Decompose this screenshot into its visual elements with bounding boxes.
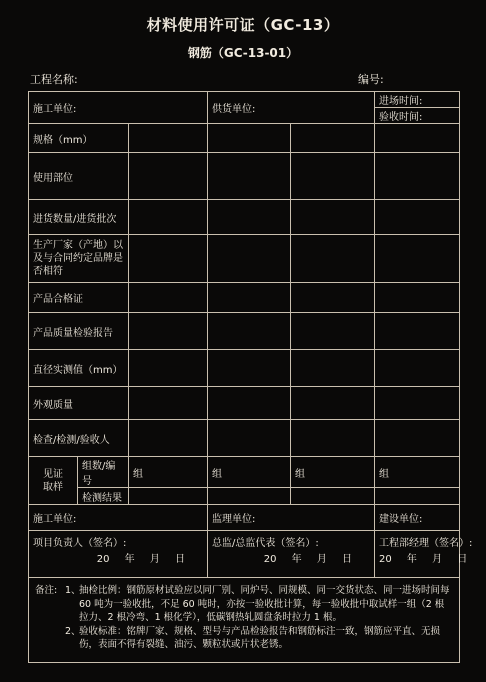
sign-supervisor-label: 监理单位: xyxy=(208,505,375,531)
cell[interactable] xyxy=(375,350,460,387)
cell[interactable] xyxy=(291,235,375,283)
cell[interactable] xyxy=(291,153,375,200)
cell[interactable] xyxy=(375,283,460,313)
chief-signature-label: 总监/总监代表（签名）: xyxy=(212,538,319,549)
row-appearance xyxy=(29,387,460,420)
cell[interactable] xyxy=(208,200,291,235)
manager-signature-cell[interactable] xyxy=(375,531,473,578)
cell[interactable] xyxy=(291,283,375,313)
project-name-label: 工程名称: xyxy=(30,73,78,86)
report-label: 产品质量检验报告 xyxy=(29,313,129,350)
cell[interactable] xyxy=(375,124,460,153)
group-no-label: 组数/编号 xyxy=(78,457,129,488)
cell[interactable] xyxy=(291,313,375,350)
supplier-cell[interactable] xyxy=(208,92,375,124)
cell[interactable] xyxy=(208,235,291,283)
row-inspector xyxy=(29,420,460,457)
pm-date: 20 年 月 日 xyxy=(96,554,186,565)
cell[interactable] xyxy=(129,420,208,457)
cell[interactable] xyxy=(375,387,460,420)
form-title: 材料使用许可证（GC-13） xyxy=(146,16,340,34)
cell[interactable] xyxy=(129,153,208,200)
appearance-label: 外观质量 xyxy=(29,387,129,420)
group-label: 组 xyxy=(295,468,306,480)
row-quantity xyxy=(29,200,460,235)
note-2-text: 验收标准：铭牌厂家、规格、型号与产品检验报告和钢筋标注一致，钢筋应平直、无损伤，表面不得有裂缝、油污、颗粒状或片状老锈。 xyxy=(79,625,441,650)
cell[interactable] xyxy=(375,313,460,350)
witness-text: 见证 xyxy=(43,468,63,480)
manufacturer-label: 生产厂家（产地）以及与合同约定品牌是否相符 xyxy=(29,235,129,283)
note-1-number: 1、 xyxy=(65,585,81,596)
row-units xyxy=(29,505,460,531)
sign-builder-label: 建设单位: xyxy=(375,505,460,531)
group-label: 组 xyxy=(379,468,390,480)
pm-signature-label: 项目负责人（签名）: xyxy=(33,538,127,549)
quantity-label: 进货数量/进货批次 xyxy=(29,200,129,235)
group-cell-1[interactable] xyxy=(129,457,208,488)
cell[interactable] xyxy=(291,387,375,420)
chief-signature-cell[interactable] xyxy=(208,531,375,578)
cell[interactable] xyxy=(291,488,375,505)
cell[interactable] xyxy=(129,124,208,153)
entry-time-label: 进场时间: xyxy=(379,96,423,107)
cell[interactable] xyxy=(208,153,291,200)
cell[interactable] xyxy=(208,283,291,313)
cell[interactable] xyxy=(208,124,291,153)
row-notes xyxy=(29,578,460,663)
row-report xyxy=(29,313,460,350)
manager-date: 20 年 月 日 xyxy=(379,554,468,565)
row-witness-2 xyxy=(29,488,460,505)
entry-time-cell[interactable] xyxy=(375,92,460,108)
cell[interactable] xyxy=(208,387,291,420)
cell[interactable] xyxy=(208,313,291,350)
pm-signature-cell[interactable] xyxy=(29,531,208,578)
group-label: 组 xyxy=(133,468,143,480)
cell[interactable] xyxy=(129,350,208,387)
row-usage xyxy=(29,153,460,200)
result-label: 检测结果 xyxy=(78,488,129,505)
cell[interactable] xyxy=(129,313,208,350)
group-label: 组 xyxy=(212,468,223,480)
cell[interactable] xyxy=(208,350,291,387)
accept-time-cell[interactable] xyxy=(375,108,460,124)
sign-contractor-label: 施工单位: xyxy=(29,505,208,531)
usage-label: 使用部位 xyxy=(29,153,129,200)
diameter-label: 直径实测值（mm） xyxy=(29,350,129,387)
contractor-cell[interactable] xyxy=(29,92,208,124)
cell[interactable] xyxy=(375,153,460,200)
row-signatures xyxy=(29,531,460,578)
cell[interactable] xyxy=(208,420,291,457)
group-cell-3[interactable] xyxy=(291,457,375,488)
contractor-label: 施工单位: xyxy=(33,104,77,115)
inspector-label: 检查/检测/验收人 xyxy=(29,420,129,457)
row-certificate xyxy=(29,283,460,313)
note-2 xyxy=(35,625,453,652)
row-manufacturer xyxy=(29,235,460,283)
notes-cell xyxy=(29,578,460,663)
accept-time-label: 验收时间: xyxy=(379,112,423,123)
row-spec xyxy=(29,124,460,153)
manager-signature-label: 工程部经理（签名）: xyxy=(379,538,473,549)
cell[interactable] xyxy=(291,124,375,153)
cell[interactable] xyxy=(291,200,375,235)
top-row-1 xyxy=(29,92,460,108)
chief-date: 20 年 月 日 xyxy=(263,554,353,565)
cell[interactable] xyxy=(129,200,208,235)
cell[interactable] xyxy=(375,200,460,235)
number-label: 编号: xyxy=(358,73,384,86)
sampling-text: 取样 xyxy=(43,481,63,493)
certificate-label: 产品合格证 xyxy=(29,283,129,313)
cell[interactable] xyxy=(375,420,460,457)
witness-sampling-label xyxy=(29,457,78,505)
row-witness-1 xyxy=(29,457,460,488)
row-diameter xyxy=(29,350,460,387)
supplier-label: 供货单位: xyxy=(212,104,256,115)
cell[interactable] xyxy=(129,387,208,420)
cell[interactable] xyxy=(129,283,208,313)
group-cell-4[interactable] xyxy=(375,457,460,488)
cell[interactable] xyxy=(291,350,375,387)
cell[interactable] xyxy=(208,488,291,505)
cell[interactable] xyxy=(129,235,208,283)
spec-label: 规格（mm） xyxy=(29,124,129,153)
cell[interactable] xyxy=(375,488,460,505)
permit-form-table xyxy=(28,91,473,663)
cell[interactable] xyxy=(291,420,375,457)
group-cell-2[interactable] xyxy=(208,457,291,488)
cell[interactable] xyxy=(129,488,208,505)
form-subtitle: 钢筋（GC-13-01） xyxy=(187,46,299,60)
note-1 xyxy=(35,584,453,625)
notes-label-spacer xyxy=(35,625,65,652)
cell[interactable] xyxy=(375,235,460,283)
note-2-number: 2、 xyxy=(65,625,81,637)
note-1-text: 抽检比例：钢筋原材试验应以同厂别、同炉号、同规模、同一交货状态、同一进场时间每 60 吨为一验收批，不足 60 吨时，亦按一验收批计算，每一验收批中取试样一组（2 根拉力、2 根冷弯、1 根化学），低碳钢热轧圆盘条时拉力 1 根。 xyxy=(79,585,450,623)
notes-label: 备注: xyxy=(35,585,58,596)
